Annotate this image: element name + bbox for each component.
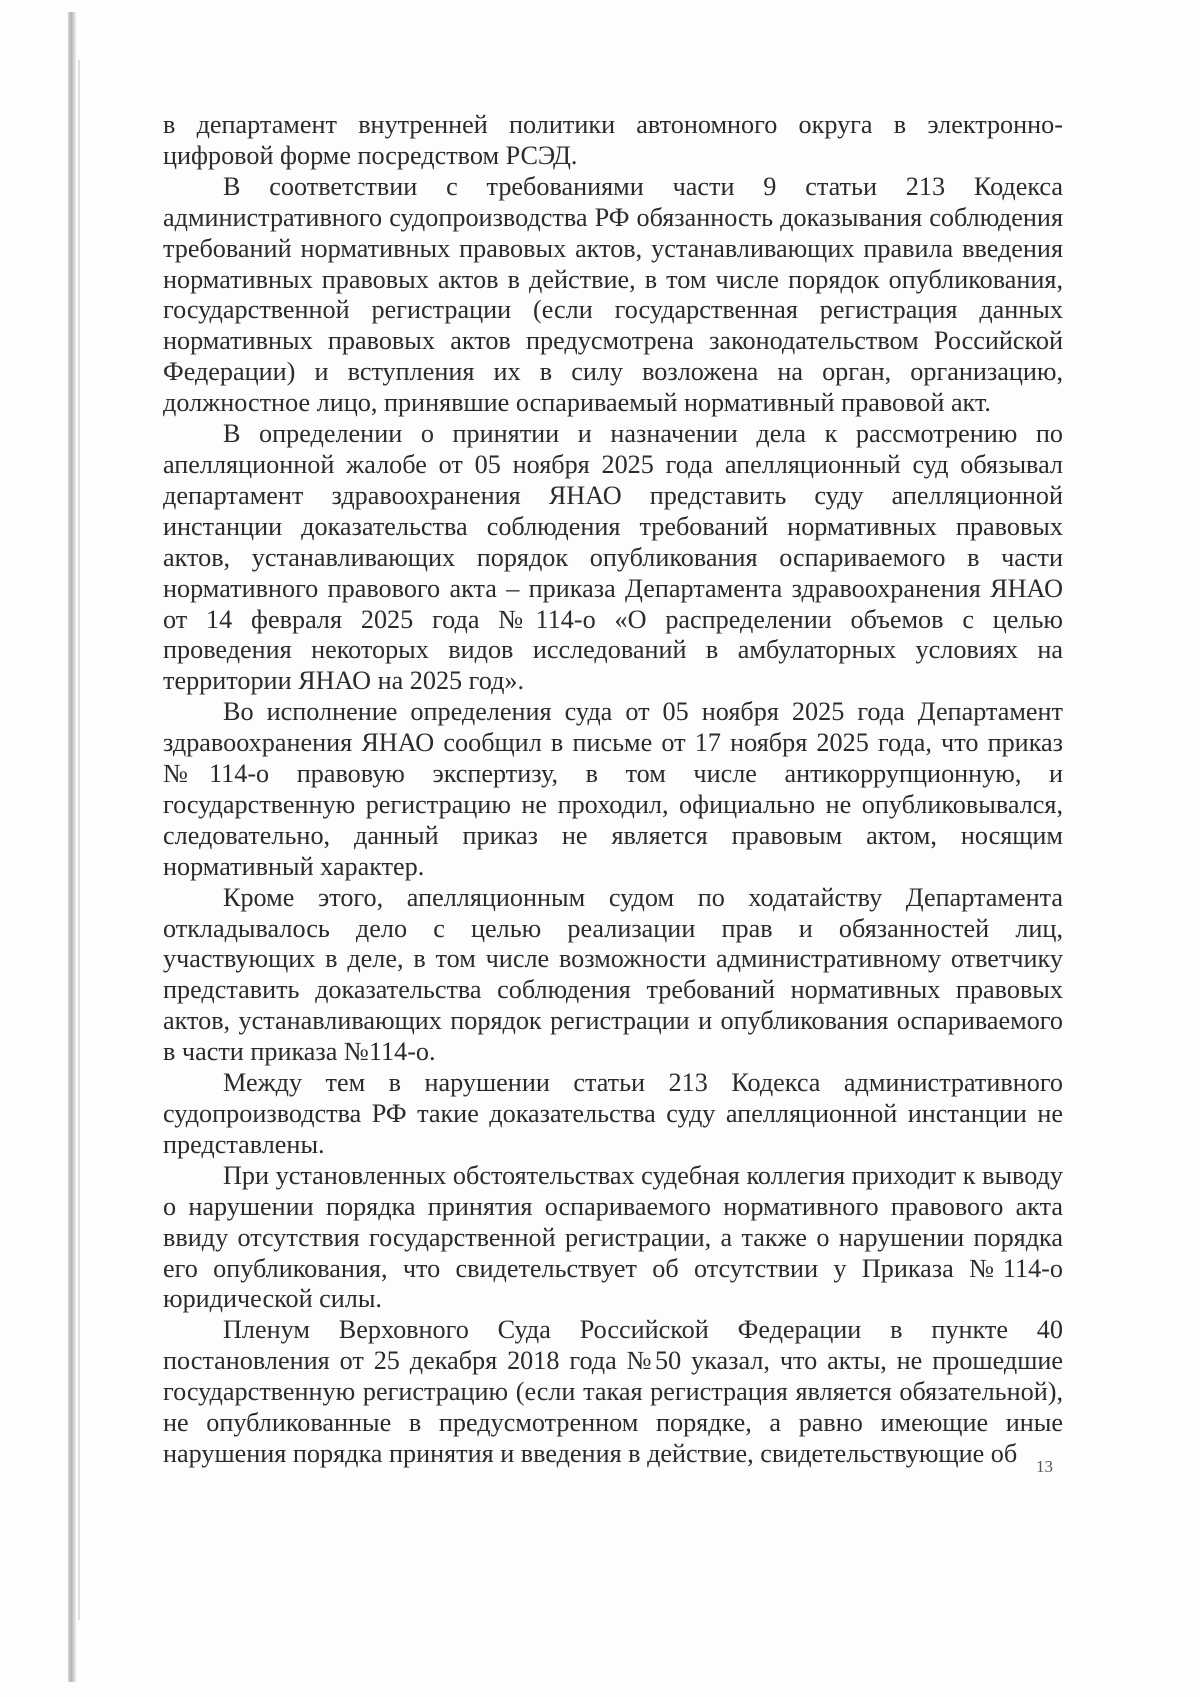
paragraph-adjournment: Кроме этого, апелляционным судом по ходатайству Департамента откладывалось дело с целью реализации прав и обязанностей лиц, участвующих в деле, в том числе возможности административному ответчику представить доказательства соблюдения требований нормативных правовых актов, устанавливающих порядок регистрации и опубликования оспариваемого в части приказа №114-о. <box>163 882 1063 1067</box>
paragraph-plenum-reference: Пленум Верховного Суда Российской Федерации в пункте 40 постановления от 25 декабря 2018 года №50 указал, что акты, не прошедшие государственную регистрацию (если такая регистрация является обязательной), не опубликованные в предусмотренном порядке, а равно имеющие иные нарушения порядка принятия и введения в действие, свидетельствующие об <box>163 1315 1063 1468</box>
paragraph-no-evidence: Между тем в нарушении статьи 213 Кодекса административного судопроизводства РФ такие доказательства суду апелляционной инстанции не представлены. <box>163 1068 1063 1159</box>
scan-binding-edge <box>68 12 76 1682</box>
scan-shadow-line <box>78 60 80 1620</box>
paragraph-court-determination: В определении о принятии и назначении дела к рассмотрению по апелляционной жалобе от 05 ноября 2025 года апелляционный суд обязывал департамент здравоохранения ЯНАО представить суду апелляционной инстанции доказательства соблюдения требований нормативных правовых актов, устанавливающих порядок опубликования оспариваемого в части нормативного правового акта – приказа Департамента здравоохранения ЯНАО от 14 февраля 2025 года №114-о «О распределении объемов с целью проведения некоторых видов исследований в амбулаторных условиях на территории ЯНАО на 2025 год». <box>163 419 1063 696</box>
paragraph-continuation: в департамент внутренней политики автономного округа в электронно-цифровой форме посредством РСЭД. <box>163 110 1063 170</box>
paragraph-department-response: Во исполнение определения суда от 05 ноября 2025 года Департамент здравоохранения ЯНАО сообщил в письме от 17 ноября 2025 года, что приказ №114-о правовую экспертизу, в том числе антикоррупционную, и государственную регистрацию не проходил, официально не опубликовывался, следовательно, данный приказ не является правовым актом, носящим нормативный характер. <box>163 697 1063 881</box>
page-number: 13 <box>1036 1457 1053 1476</box>
paragraph-conclusion: При установленных обстоятельствах судебная коллегия приходит к выводу о нарушении порядка принятия оспариваемого нормативного правового акта ввиду отсутствия государственной регистрации, а также о нарушении порядка его опубликования, что свидетельствует об отсутствии у Приказа №114-о юридической силы. <box>163 1160 1063 1314</box>
document-body <box>163 110 1063 1470</box>
paragraph-burden-of-proof: В соответствии с требованиями части 9 статьи 213 Кодекса административного судопроизводства РФ обязанность доказывания соблюдения требований нормативных правовых актов, устанавливающих правила введения нормативных правовых актов в действие, в том числе порядок опубликования, государственной регистрации (если государственная регистрация данных нормативных правовых актов предусмотрена законодательством Российской Федерации) и вступления их в силу возложена на орган, организацию, должностное лицо, принявшие оспариваемый нормативный правовой акт. <box>163 171 1063 418</box>
